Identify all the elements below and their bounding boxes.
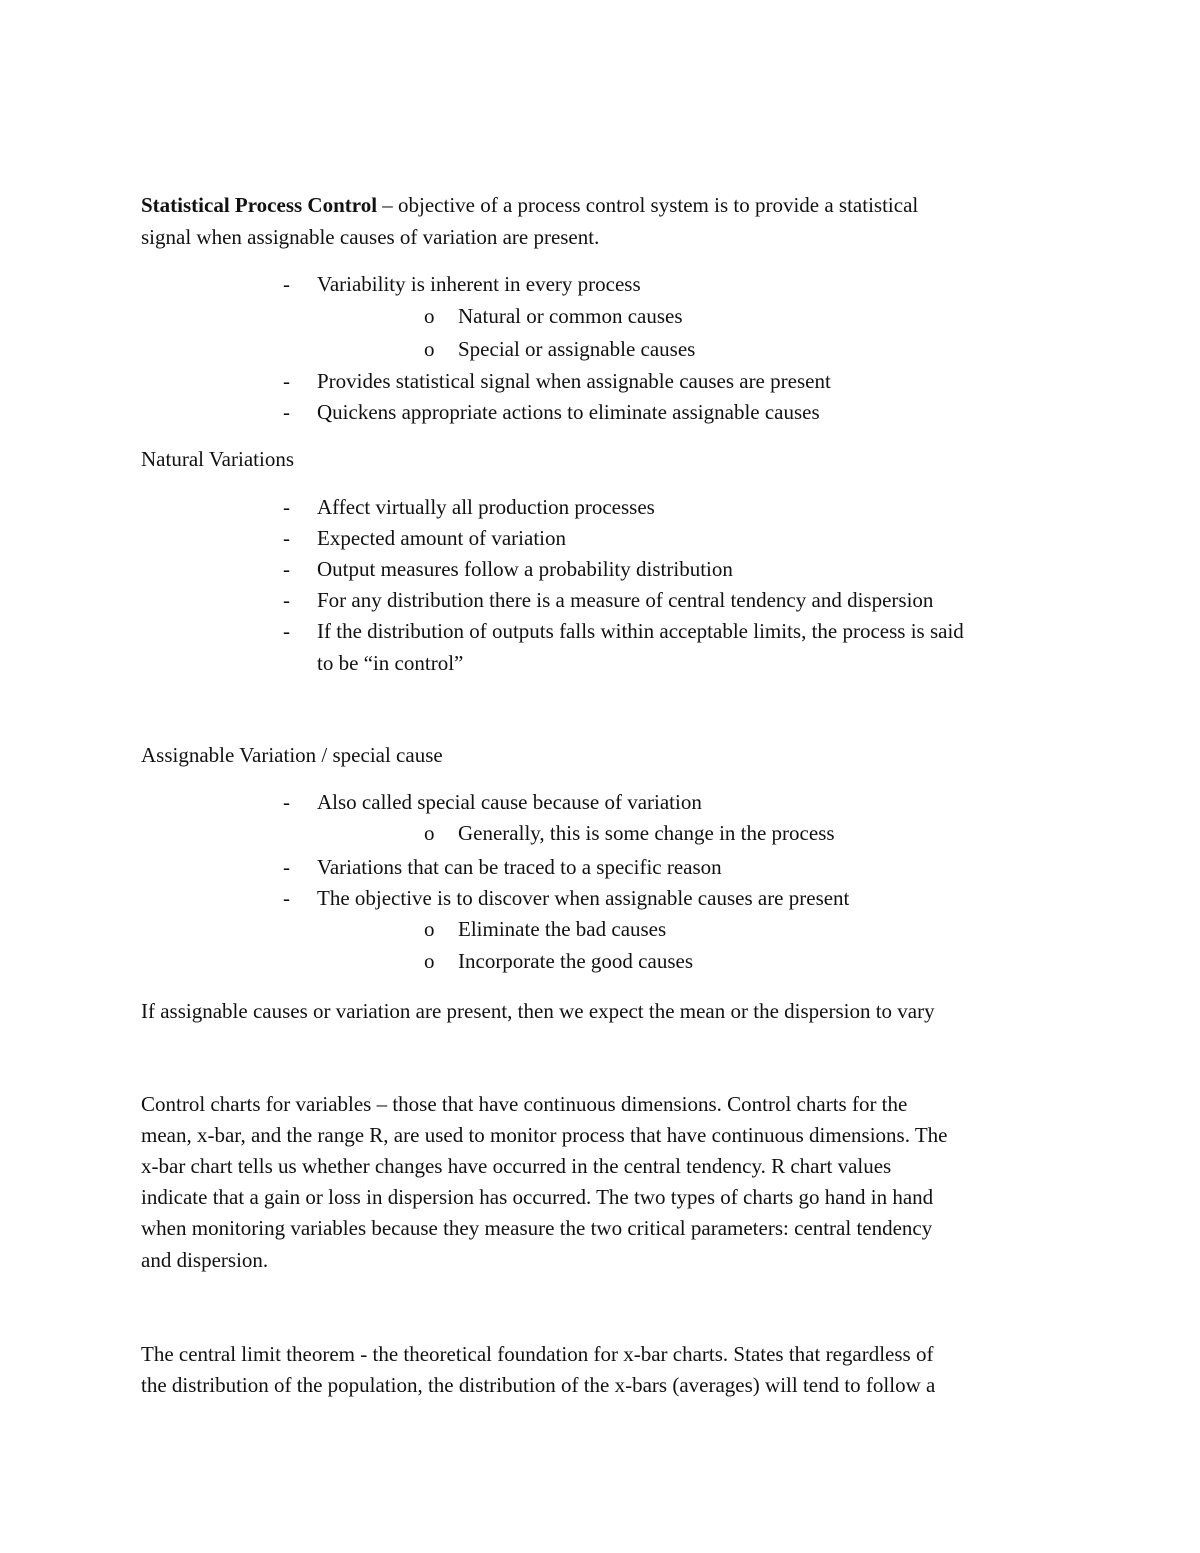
paragraph-text: and dispersion. xyxy=(141,1248,269,1272)
dash-marker: - xyxy=(283,369,290,393)
bullet-text: Provides statistical signal when assignable causes are present xyxy=(317,369,831,393)
list-item xyxy=(0,492,1200,523)
list-item xyxy=(0,366,1200,397)
list-item xyxy=(0,616,1200,647)
bullet-text: For any distribution there is a measure of central tendency and dispersion xyxy=(317,588,934,612)
dash-marker: - xyxy=(283,495,290,519)
dash-marker: - xyxy=(283,855,290,879)
list-item xyxy=(0,397,1200,428)
list-item xyxy=(0,818,1200,849)
list-item xyxy=(0,585,1200,616)
paragraph-text: The central limit theorem - the theoretical foundation for x-bar charts. States that regardless of xyxy=(141,1342,934,1366)
bullet-text: Also called special cause because of variation xyxy=(317,790,702,814)
clt-line xyxy=(0,1339,1200,1370)
clt-line xyxy=(0,1370,1200,1401)
paragraph-text: indicate that a gain or loss in dispersion has occurred. The two types of charts go hand in hand xyxy=(141,1185,934,1209)
bullet-text: Variations that can be traced to a specific reason xyxy=(317,855,722,879)
dash-marker: - xyxy=(283,588,290,612)
control-charts-line xyxy=(0,1182,1200,1213)
sub-bullet-text: Generally, this is some change in the process xyxy=(458,821,835,845)
dash-marker: - xyxy=(283,400,290,424)
assignable-conclusion-row xyxy=(0,996,1200,1027)
control-charts-line xyxy=(0,1213,1200,1244)
bullet-text: Quickens appropriate actions to eliminate assignable causes xyxy=(317,400,820,424)
bullet-text: Expected amount of variation xyxy=(317,526,566,550)
circle-marker: o xyxy=(424,949,435,973)
list-item xyxy=(0,852,1200,883)
list-item xyxy=(0,554,1200,585)
section-heading: Assignable Variation / special cause xyxy=(141,743,443,767)
spc-intro-text: – objective of a process control system is to provide a statistical xyxy=(377,193,919,217)
sub-bullet-text: Incorporate the good causes xyxy=(458,949,693,973)
list-item-continuation xyxy=(0,648,1200,679)
control-charts-line xyxy=(0,1245,1200,1276)
dash-marker: - xyxy=(283,790,290,814)
paragraph-text: mean, x-bar, and the range R, are used to monitor process that have continuous dimensions. The xyxy=(141,1123,948,1147)
list-item xyxy=(0,269,1200,300)
list-item xyxy=(0,883,1200,914)
list-item xyxy=(0,334,1200,365)
list-item xyxy=(0,787,1200,818)
paragraph-text: when monitoring variables because they measure the two critical parameters: central tendency xyxy=(141,1216,933,1240)
circle-marker: o xyxy=(424,337,435,361)
control-charts-line xyxy=(0,1151,1200,1182)
spc-title: Statistical Process Control xyxy=(141,193,378,217)
paragraph-text: x-bar chart tells us whether changes have occurred in the central tendency. R chart values xyxy=(141,1154,892,1178)
bullet-text: The objective is to discover when assignable causes are present xyxy=(317,886,850,910)
circle-marker: o xyxy=(424,917,435,941)
sub-bullet-text: Eliminate the bad causes xyxy=(458,917,667,941)
assignable-heading-row xyxy=(0,740,1200,771)
paragraph-text: the distribution of the population, the distribution of the x-bars (averages) will tend to follow a xyxy=(141,1373,936,1397)
circle-marker: o xyxy=(424,304,435,328)
circle-marker: o xyxy=(424,821,435,845)
control-charts-line xyxy=(0,1089,1200,1120)
bullet-text-continuation: to be “in control” xyxy=(317,651,464,675)
paragraph-text: Control charts for variables – those that have continuous dimensions. Control charts for the xyxy=(141,1092,908,1116)
list-item xyxy=(0,946,1200,977)
spc-intro-text-line2: signal when assignable causes of variation are present. xyxy=(141,225,600,249)
bullet-text: If the distribution of outputs falls within acceptable limits, the process is said xyxy=(317,619,964,643)
natural-heading-row xyxy=(0,444,1200,475)
bullet-text: Output measures follow a probability distribution xyxy=(317,557,733,581)
dash-marker: - xyxy=(283,272,290,296)
list-item xyxy=(0,301,1200,332)
dash-marker: - xyxy=(283,619,290,643)
spc-intro-line1 xyxy=(0,190,1200,221)
sub-bullet-text: Natural or common causes xyxy=(458,304,683,328)
control-charts-line xyxy=(0,1120,1200,1151)
sub-bullet-text: Special or assignable causes xyxy=(458,337,696,361)
dash-marker: - xyxy=(283,557,290,581)
dash-marker: - xyxy=(283,886,290,910)
spc-intro-line2 xyxy=(0,222,1200,253)
dash-marker: - xyxy=(283,526,290,550)
list-item xyxy=(0,523,1200,554)
list-item xyxy=(0,914,1200,945)
paragraph-text: If assignable causes or variation are present, then we expect the mean or the dispersion to vary xyxy=(141,999,935,1023)
bullet-text: Variability is inherent in every process xyxy=(317,272,641,296)
section-heading: Natural Variations xyxy=(141,447,294,471)
bullet-text: Affect virtually all production processes xyxy=(317,495,655,519)
